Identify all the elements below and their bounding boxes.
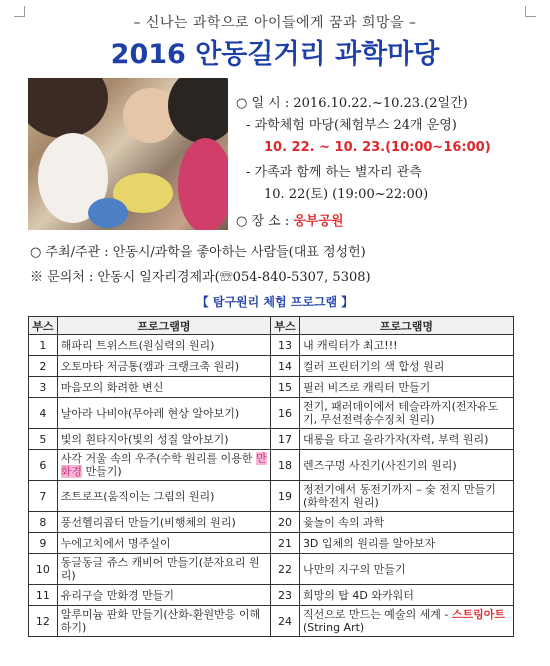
program-name: 희망의 탑 4D 와카워터 <box>299 585 513 606</box>
highlighted-word: 스트링아트 <box>451 608 506 621</box>
booth-header: 부스 <box>29 317 58 335</box>
program-name: 전기, 패러데이에서 테슬라까지(전자유도기, 무선전력송수징치 원리) <box>299 398 513 429</box>
table-row <box>29 585 514 606</box>
experience-time: 10. 22. ~ 10. 23.(10:00~16:00) <box>264 140 491 155</box>
program-name: 날아라 나비야(무아레 현상 알아보기) <box>57 398 270 429</box>
program-name-header: 프로그램명 <box>57 317 270 335</box>
table-row <box>29 377 514 398</box>
booth-number: 16 <box>271 398 300 429</box>
table-header-row <box>29 317 514 335</box>
program-name <box>299 606 513 637</box>
booth-number: 9 <box>29 533 58 554</box>
table-row <box>29 450 514 481</box>
program-name-part: 만들기) <box>82 465 122 478</box>
program-name: 3D 입체의 원리를 알아보자 <box>299 533 513 554</box>
booth-header: 부스 <box>271 317 300 335</box>
program-table <box>28 316 514 637</box>
booth-number: 8 <box>29 512 58 533</box>
booth-number: 15 <box>271 377 300 398</box>
booth-number: 17 <box>271 429 300 450</box>
program-name: 윷놀이 속의 과학 <box>299 512 513 533</box>
program-name-part: 직선으로 만드는 예술의 세계 - <box>302 608 452 621</box>
booth-number: 3 <box>29 377 58 398</box>
program-name: 누에고치에서 명주실이 <box>57 533 270 554</box>
program-name: 동글동글 쥬스 캐비어 만들기(분자요리 원리) <box>57 554 270 585</box>
program-name: 유리구슬 만화경 만들기 <box>57 585 270 606</box>
program-name: 오토마타 저금통(캠과 크랭크축 원리) <box>57 356 270 377</box>
table-row <box>29 356 514 377</box>
program-name: 풍선헬리콥터 만들기(비행체의 원리) <box>57 512 270 533</box>
stargazing-label: - 가족과 함께 하는 별자리 관측 <box>246 165 422 180</box>
experience-label: - 과학체험 마당(체험부스 24개 운영) <box>246 118 457 133</box>
program-name: 필러 비즈로 캐릭터 만들기 <box>299 377 513 398</box>
program-name: 정전기에서 동전기까지 – 숯 전지 만들기(화학전지 원리) <box>299 481 513 512</box>
table-row <box>29 335 514 356</box>
booth-number: 2 <box>29 356 58 377</box>
program-name: 컬러 프린터기의 색 합성 원리 <box>299 356 513 377</box>
stargazing-time: 10. 22(토) (19:00~22:00) <box>264 187 429 202</box>
table-row <box>29 533 514 554</box>
booth-number: 21 <box>271 533 300 554</box>
table-row <box>29 481 514 512</box>
booth-number: 6 <box>29 450 58 481</box>
booth-number: 4 <box>29 398 58 429</box>
highlighted-word: 만화경 <box>60 452 267 478</box>
booth-number: 23 <box>271 585 300 606</box>
booth-number: 11 <box>29 585 58 606</box>
booth-number: 19 <box>271 481 300 512</box>
program-name: 조트로프(움직이는 그림의 원리) <box>57 481 270 512</box>
program-name: 해파리 트위스트(원심력의 원리) <box>57 335 270 356</box>
table-row <box>29 606 514 637</box>
table-row <box>29 398 514 429</box>
date-value: 2016.10.22.~10.23.(2일간) <box>293 96 468 111</box>
event-photo <box>28 78 228 230</box>
program-name-part: (String Art) <box>302 621 365 634</box>
table-row <box>29 512 514 533</box>
program-name: 마음모의 화려한 변신 <box>57 377 270 398</box>
booth-number: 13 <box>271 335 300 356</box>
program-name: 알루미늄 판화 만들기(산화-환원반응 이해하기) <box>57 606 270 637</box>
table-row <box>29 554 514 585</box>
booth-number: 22 <box>271 554 300 585</box>
program-name: 나만의 지구의 만들기 <box>299 554 513 585</box>
program-name: 내 캐릭터가 최고!!! <box>299 335 513 356</box>
program-name-header: 프로그램명 <box>299 317 513 335</box>
program-name-part: 사각 거울 속의 우주(수학 원리를 이용한 <box>60 452 257 465</box>
program-name: 대롱을 타고 올라가자(자력, 부력 원리) <box>299 429 513 450</box>
booth-number: 14 <box>271 356 300 377</box>
booth-number: 10 <box>29 554 58 585</box>
booth-number: 1 <box>29 335 58 356</box>
program-name <box>57 450 270 481</box>
table-row <box>29 429 514 450</box>
booth-number: 20 <box>271 512 300 533</box>
event-subtitle: – 신나는 과학으로 아이들에게 꿈과 희망을 – <box>133 15 417 31</box>
booth-number: 7 <box>29 481 58 512</box>
contact-line: ※ 문의처 : 안동시 일자리경제과(☏054-840-5307, 5308) <box>30 270 371 285</box>
booth-number: 12 <box>29 606 58 637</box>
booth-number: 24 <box>271 606 300 637</box>
program-title: 【 탐구원리 체험 프로그램 】 <box>196 295 354 309</box>
date-label: ○ 일 시 : <box>236 96 294 111</box>
place-value: 웅부공원 <box>293 214 344 229</box>
booth-number: 5 <box>29 429 58 450</box>
program-name: 렌즈구멍 사진기(사진기의 원리) <box>299 450 513 481</box>
booth-number: 18 <box>271 450 300 481</box>
organizer-line: ○ 주최/주관 : 안동시/과학을 좋아하는 사람들(대표 정성헌) <box>30 245 366 260</box>
program-name: 빛의 흰타지아(빛의 성질 알아보기) <box>57 429 270 450</box>
event-title: 2016 안동길거리 과학마당 <box>110 39 440 70</box>
place-label: ○ 장 소 : <box>236 214 294 229</box>
